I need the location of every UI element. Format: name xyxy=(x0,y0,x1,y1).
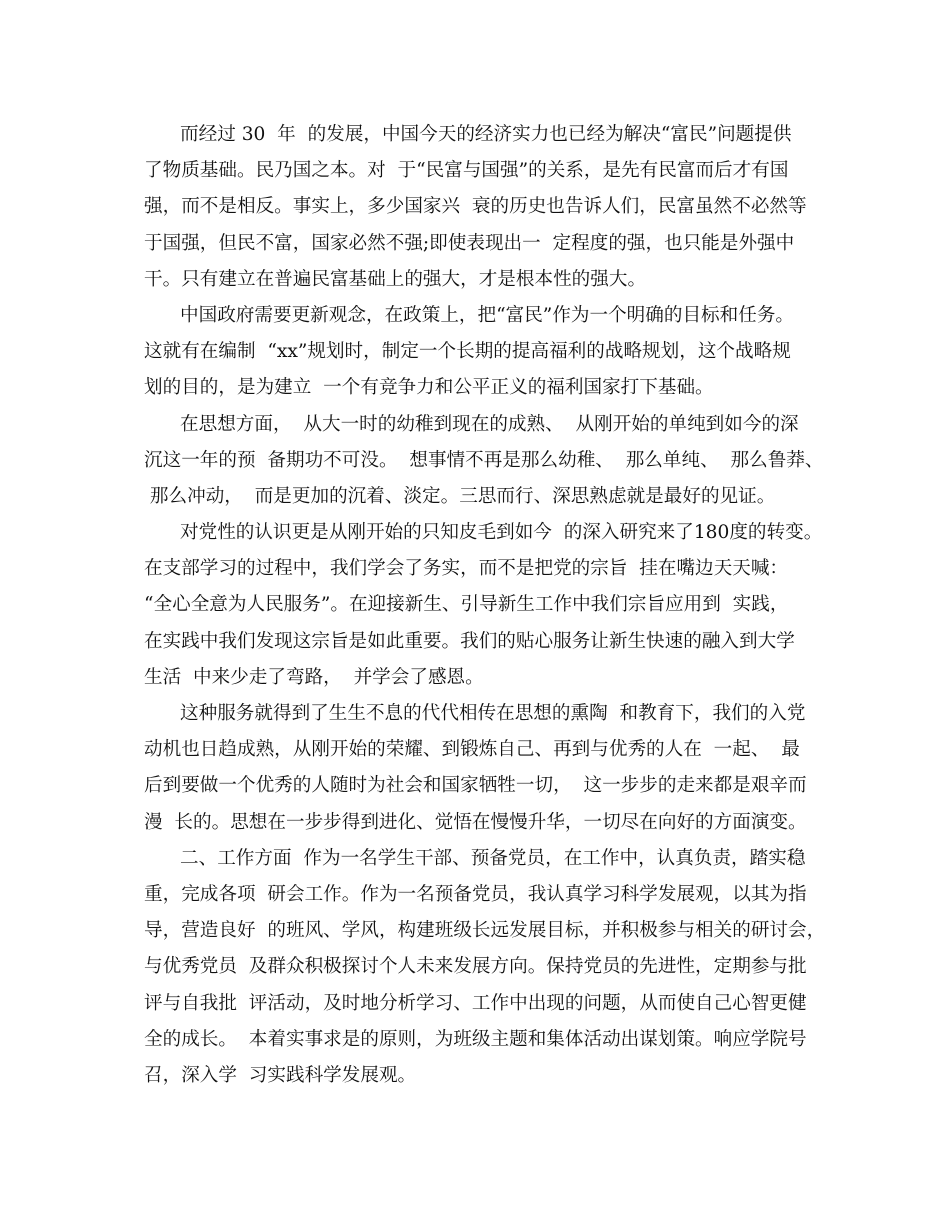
text-line: 那么冲动， 而是更加的沉着、淡定。三思而行、深思熟虑就是最好的见证。 xyxy=(144,485,776,507)
paragraph-5 xyxy=(144,696,814,841)
text-line: 后到要做一个优秀的人随时为社会和国家牺牲一切， 这一步步的走来都是艰辛而 xyxy=(144,775,807,797)
text-line: 干。只有建立在普遍民富基础上的强大，才是根本性的强大。 xyxy=(144,268,647,290)
paragraph-1 xyxy=(144,117,814,298)
text-line: 评与自我批 评活动，及时地分析学习、工作中出现的问题，从而使自己心智更健 xyxy=(144,992,807,1014)
text-line: 导，营造良好 的班风、学风，构建班级长远发展目标，并积极参与相关的研讨会， xyxy=(144,920,826,942)
text-line: 在实践中我们发现这宗旨是如此重要。我们的贴心服务让新生快速的融入到大学 xyxy=(144,630,795,652)
text-line: “全心全意为人民服务”。在迎接新生、引导新生工作中我们宗旨应用到 实践， xyxy=(144,594,789,616)
text-line: 于国强，但民不富，国家必然不强;即使表现出一 定程度的强，也只能是外强中 xyxy=(144,232,795,254)
text-line: 划的目的，是为建立 一个有竞争力和公平正义的福利国家打下基础。 xyxy=(144,377,714,399)
text-line: 召，深入学 习实践科学发展观。 xyxy=(144,1064,417,1086)
text-line: 在支部学习的过程中，我们学会了务实，而不是把党的宗旨 挂在嘴边天天喊： xyxy=(144,558,789,580)
paragraph-3 xyxy=(144,407,824,516)
text-line: 沉这一年的预 备期功不可没。 想事情不再是那么幼稚、 那么单纯、 那么鲁莽、 xyxy=(144,449,824,471)
text-line: 在思想方面， 从大一时的幼稚到现在的成熟、 从刚开始的单纯到如今的深 xyxy=(180,413,799,435)
text-line: 生活 中来少走了弯路， 并学会了感恩。 xyxy=(144,666,484,688)
text-line: 二、工作方面 作为一名学生干部、预备党员，在工作中，认真负责，踏实稳 xyxy=(180,847,806,869)
text-line: 全的成长。 本着实事求是的原则，为班级主题和集体活动出谋划策。响应学院号 xyxy=(144,1028,807,1050)
text-line: 这就有在编制 “xx”规划时，制定一个长期的提高福利的战略规划，这个战略规 xyxy=(144,341,791,363)
paragraph-4 xyxy=(144,515,823,696)
text-line: 与优秀党员 及群众积极探讨个人未来发展方向。保持党员的先进性，定期参与批 xyxy=(144,956,807,978)
text-line: 了物质基础。民乃国之本。对 于“民富与国强”的关系，是先有民富而后才有国 xyxy=(144,160,789,182)
text-line: 动机也日趋成熟，从刚开始的荣耀、到锻炼自己、再到与优秀的人在 一起、 最 xyxy=(144,739,800,761)
text-line: 中国政府需要更新观念，在政策上，把“富民”作为一个明确的目标和任务。 xyxy=(180,304,795,326)
document-body xyxy=(144,117,826,1094)
paragraph-2 xyxy=(144,298,814,407)
text-line: 漫 长的。思想在一步步得到进化、觉悟在慢慢升华，一切尽在向好的方面演变。 xyxy=(144,811,807,833)
text-line: 对党性的认识更是从刚开始的只知皮毛到如今 的深入研究来了180度的转变。 xyxy=(180,522,823,544)
text-line: 强，而不是相反。事实上，多少国家兴 衰的历史也告诉人们，民富虽然不必然等 xyxy=(144,196,807,218)
paragraph-6 xyxy=(144,841,826,1094)
text-line: 而经过 30 年 的发展，中国今天的经济实力也已经为解决“富民”问题提供 xyxy=(180,124,792,145)
text-line: 重，完成各项 研会工作。作为一名预备党员，我认真学习科学发展观，以其为指 xyxy=(144,883,807,905)
text-line: 这种服务就得到了生生不息的代代相传在思想的熏陶 和教育下，我们的入党 xyxy=(180,703,806,724)
